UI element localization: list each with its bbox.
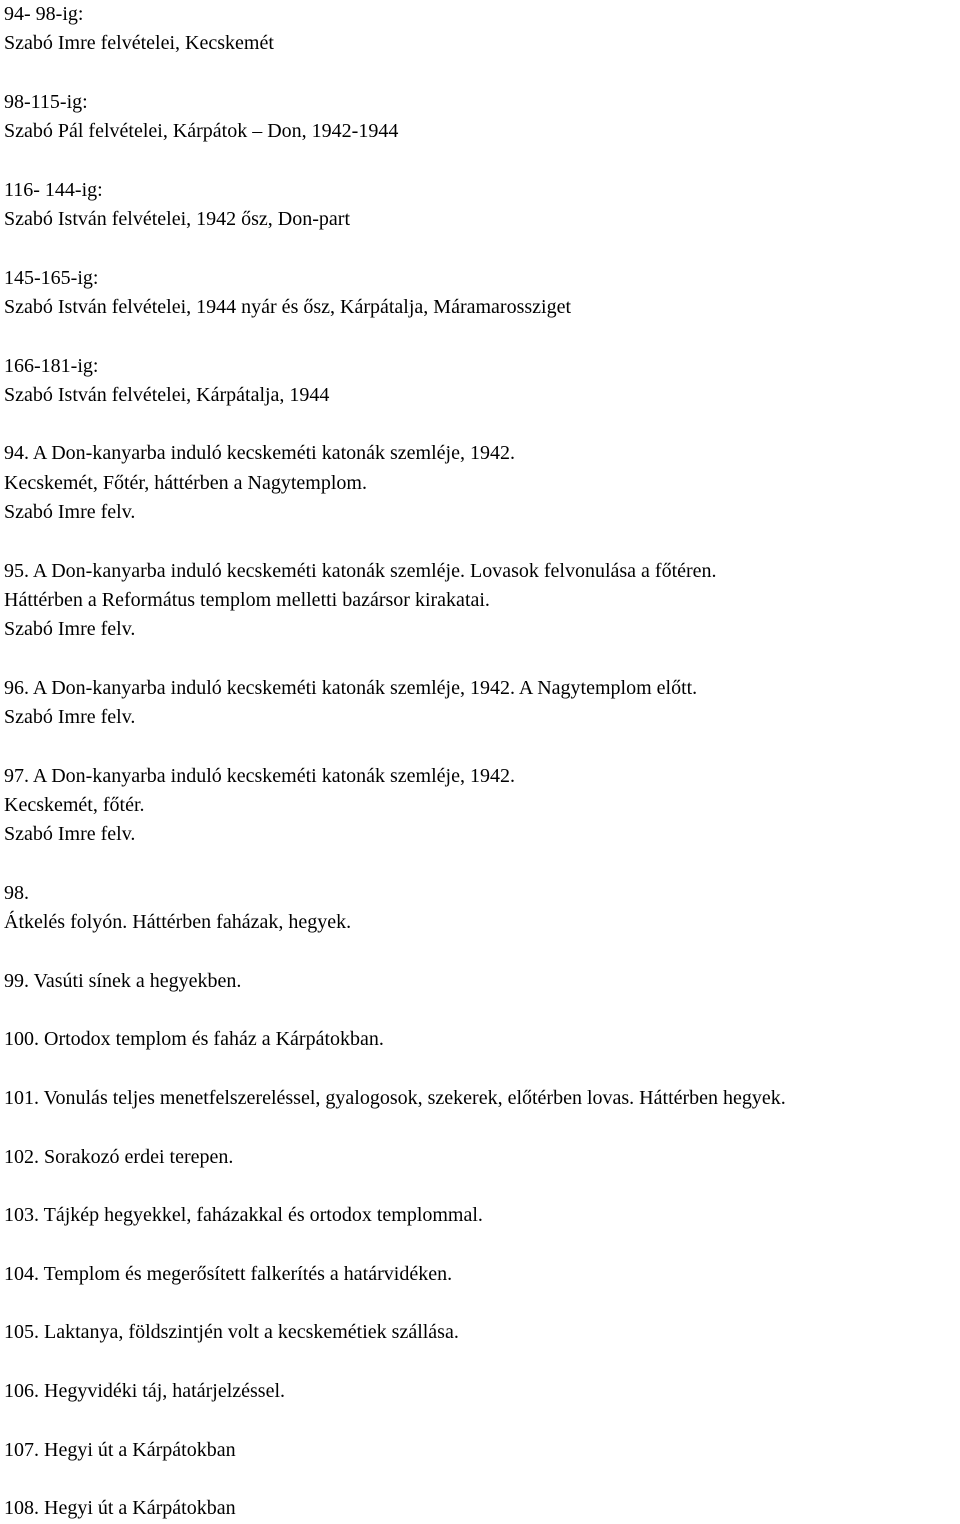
photo-entry: [4, 1143, 960, 1172]
photo-entry: [4, 1260, 960, 1289]
photo-entry: [4, 1436, 960, 1465]
photo-entry: [4, 1318, 960, 1347]
entry-caption: 103. Tájkép hegyekkel, faházakkal és ortodox templommal.: [4, 1204, 483, 1227]
section-range: 98-115-ig:: [4, 90, 88, 113]
entry-caption: Átkelés folyón. Háttérben faházak, hegyek.: [4, 911, 352, 934]
entry-credit: Szabó Imre felv.: [4, 706, 136, 729]
photo-entry: [4, 1377, 960, 1406]
section-description: Szabó István felvételei, 1944 nyár és ősz, Kárpátalja, Máramarossziget: [4, 295, 572, 318]
photo-entry: [4, 967, 960, 996]
entry-caption: 94. A Don-kanyarba induló kecskeméti katonák szemléje, 1942.: [4, 442, 515, 465]
entry-caption: 97. A Don-kanyarba induló kecskeméti katonák szemléje, 1942.: [4, 764, 515, 787]
photo-entry: [4, 557, 960, 645]
photo-entry: [4, 762, 960, 850]
entry-location: Kecskemét, Főtér, háttérben a Nagytemplom.: [4, 471, 367, 494]
section-block: [4, 264, 960, 323]
section-description: Szabó Imre felvételei, Kecskemét: [4, 32, 274, 55]
entry-caption: 96. A Don-kanyarba induló kecskeméti katonák szemléje, 1942. A Nagytemplom előtt.: [4, 676, 698, 699]
photo-entry: [4, 879, 960, 938]
document-page: [4, 0, 960, 1523]
section-description: Szabó Pál felvételei, Kárpátok – Don, 1942-1944: [4, 120, 399, 143]
entry-caption: 104. Templom és megerősített falkerítés a határvidéken.: [4, 1262, 453, 1285]
entry-caption: 102. Sorakozó erdei terepen.: [4, 1145, 234, 1168]
section-range: 116- 144-ig:: [4, 178, 103, 201]
photo-entry: [4, 1084, 960, 1113]
entry-caption: 105. Laktanya, földszintjén volt a kecskemétiek szállása.: [4, 1321, 459, 1344]
section-description: Szabó István felvételei, 1942 ősz, Don-part: [4, 208, 351, 231]
entry-caption: 99. Vasúti sínek a hegyekben.: [4, 969, 242, 992]
photo-entry: [4, 1025, 960, 1054]
entry-credit: Szabó Imre felv.: [4, 501, 136, 524]
entry-number: 98.: [4, 881, 29, 904]
section-block: [4, 88, 960, 147]
entry-caption: 101. Vonulás teljes menetfelszereléssel, gyalogosok, szekerek, előtérben lovas. Háttérben hegyek.: [4, 1086, 786, 1109]
entry-caption: 106. Hegyvidéki táj, határjelzéssel.: [4, 1379, 286, 1402]
entry-caption: 107. Hegyi út a Kárpátokban: [4, 1438, 236, 1461]
section-block: [4, 0, 960, 59]
entry-caption: 95. A Don-kanyarba induló kecskeméti katonák szemléje. Lovasok felvonulása a főtéren.: [4, 559, 717, 582]
photo-entry: [4, 1494, 960, 1523]
entry-caption: 100. Ortodox templom és faház a Kárpátokban.: [4, 1028, 384, 1051]
photo-entry: [4, 1201, 960, 1230]
entry-caption: 108. Hegyi út a Kárpátokban: [4, 1497, 236, 1520]
section-description: Szabó István felvételei, Kárpátalja, 1944: [4, 383, 330, 406]
section-range: 145-165-ig:: [4, 266, 99, 289]
entry-credit: Szabó Imre felv.: [4, 823, 136, 846]
section-block: [4, 176, 960, 235]
section-range: 94- 98-ig:: [4, 3, 84, 25]
entry-credit: Szabó Imre felv.: [4, 618, 136, 641]
entry-location: Háttérben a Református templom melletti bazársor kirakatai.: [4, 588, 490, 611]
section-block: [4, 352, 960, 411]
photo-entry: [4, 674, 960, 733]
photo-entry: [4, 439, 960, 527]
entry-location: Kecskemét, főtér.: [4, 794, 145, 817]
section-range: 166-181-ig:: [4, 354, 99, 377]
